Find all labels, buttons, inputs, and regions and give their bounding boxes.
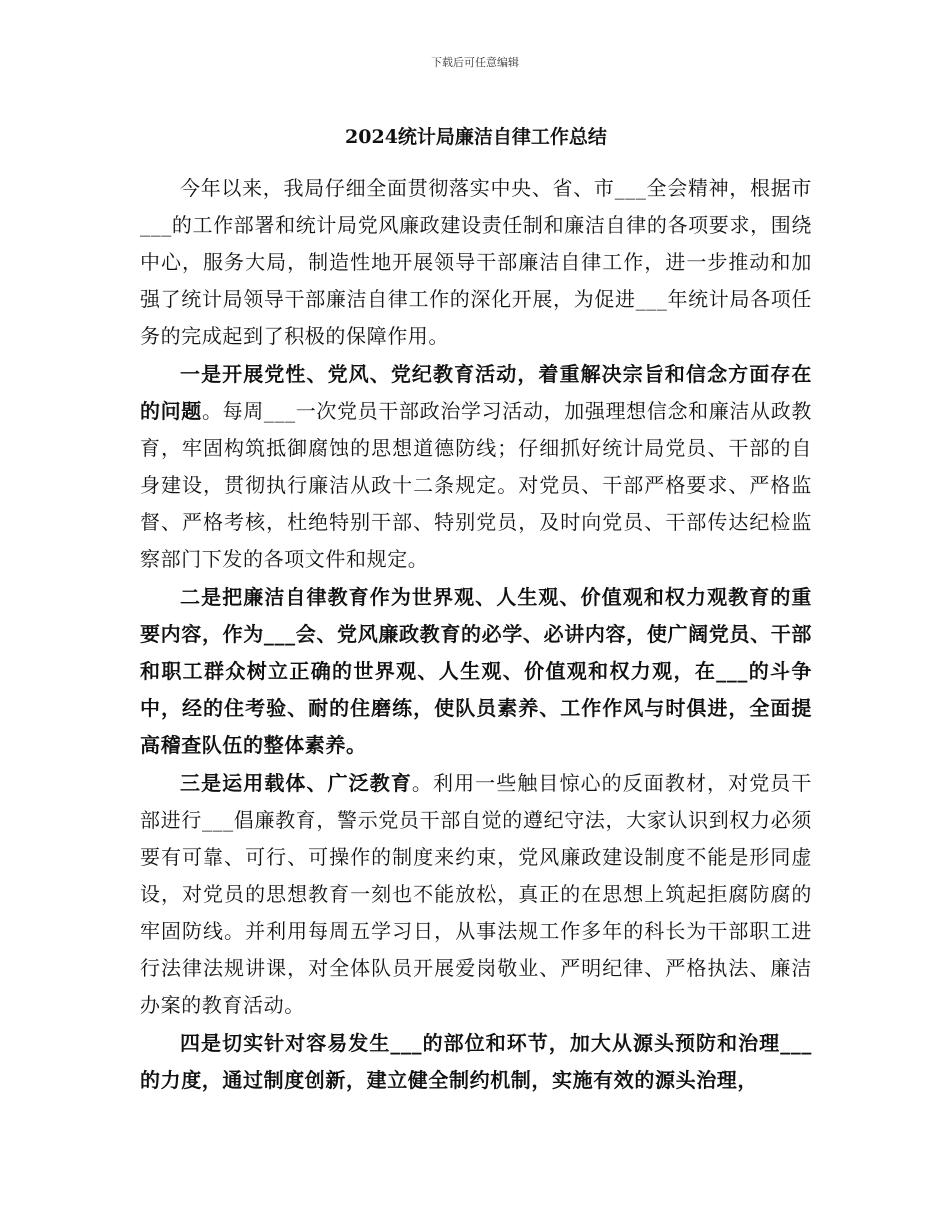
paragraph-point-3-text: 。利用一些触目惊心的反面教材，对党员干部进行___倡廉教育，警示党员干部自觉的遵纪守法，大家认识到权力必须要有可靠、可行、可操作的制度来约束，党风廉政建设制度不能是形同虚设，对党员的思想教育一刻也不能放松，真正的在思想上筑起拒腐防腐的牢固防线。并利用每周五学习日，从事法规工作多年的科长为干部职工进行法律法规讲课，对全体队员开展爱岗敬业、严明纪律、严格执法、廉洁办案的教育活动。 (140, 771, 812, 1017)
paragraph-point-4-text: 四是切实针对容易发生___的部位和环节，加大从源头预防和治理___的力度，通过制度创新，建立健全制约机制，实施有效的源头治理， (140, 1031, 812, 1092)
paragraph-point-4 (140, 1025, 812, 1099)
paragraph-intro (140, 170, 812, 355)
paragraph-point-1-lead: 一是开展党性、党风、党纪教育活动，着重解决宗旨和信念方面存在的问题 (140, 362, 812, 423)
paragraph-point-2 (140, 579, 812, 764)
paragraph-intro-text: 今年以来，我局仔细全面贯彻落实中央、省、市___全会精神，根据市___的工作部署和统计局党风廉政建设责任制和廉洁自律的各项要求，围绕中心，服务大局，制造性地开展领导干部廉洁自律工作，进一步推动和加强了统计局领导干部廉洁自律工作的深化开展，为促进___年统计局各项任务的完成起到了积极的保障作用。 (140, 176, 812, 348)
paragraph-point-3 (140, 765, 812, 1024)
paragraph-point-3-lead: 三是运用载体、广泛教育 (180, 771, 412, 795)
paragraph-point-1 (140, 356, 812, 578)
document-body (140, 118, 812, 1100)
header-note: 下载后可任意编辑 (431, 56, 519, 69)
document-title: 2024统计局廉洁自律工作总结 (345, 126, 607, 148)
paragraph-point-1-text: 。每周___一次党员干部政治学习活动，加强理想信念和廉洁从政教育，牢固构筑抵御腐蚀的思想道德防线；仔细抓好统计局党员、干部的自身建设，贯彻执行廉洁从政十二条规定。对党员、干部严格要求、严格监督、严格考核，杜绝特别干部、特别党员，及时向党员、干部传达纪检监察部门下发的各项文件和规定。 (140, 399, 812, 571)
paragraph-point-2-text: 二是把廉洁自律教育作为世界观、人生观、价值观和权力观教育的重要内容，作为___会、党风廉政教育的必学、必讲内容，使广阔党员、干部和职工群众树立正确的世界观、人生观、价值观和权力观，在___的斗争中，经的住考验、耐的住磨练，使队员素养、工作作风与时俱进，全面提高稽查队伍的整体素养。 (140, 585, 812, 757)
